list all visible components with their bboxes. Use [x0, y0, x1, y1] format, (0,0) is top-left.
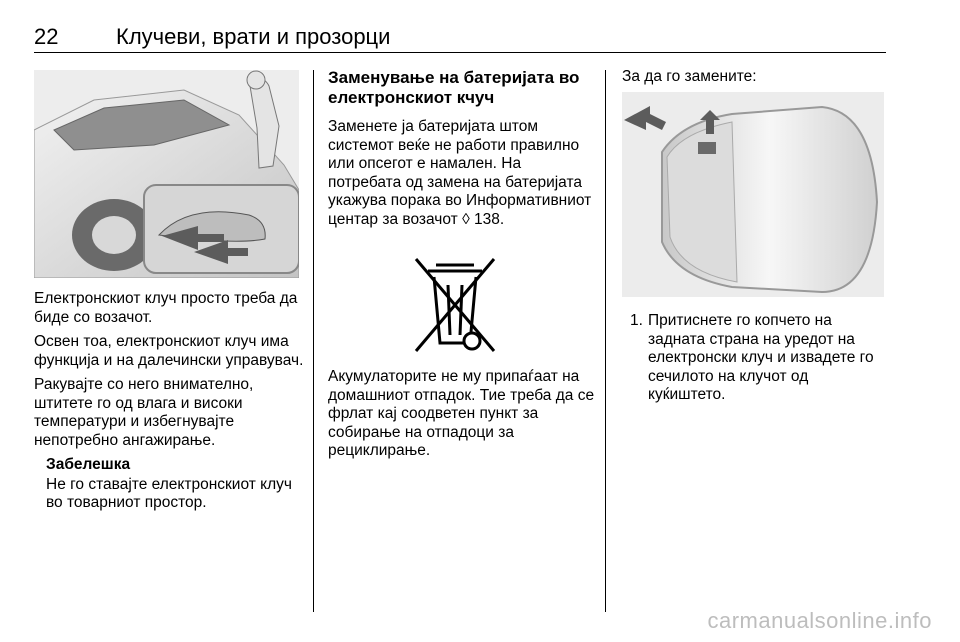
- page-number: 22: [34, 24, 59, 49]
- page-reference: 138.: [474, 210, 505, 228]
- column-divider: [605, 70, 606, 612]
- page-reference-icon: ◊: [462, 210, 470, 228]
- paragraph-text: Заменете ја батеријата штом системот веќе не работи правилно или опсегот е намален. На потребата од замена на батеријата укажува порака во Информативниот центар за возачот: [328, 118, 592, 228]
- column-2-lower: [328, 368, 596, 467]
- electronic-key-illustration: [622, 92, 884, 297]
- paragraph: Акумулаторите не му припаѓаат на домашниот отпадок. Тие треба да се фрлат кај соодветен пункт за собирање на отпадоци за рециклирање.: [328, 368, 595, 459]
- note-text: Не го ставајте електронскиот клуч во товарниот простор.: [46, 475, 292, 511]
- note-title: Забелешка: [46, 456, 131, 473]
- paragraph: Ракувајте со него внимателно, штитете го од влага и високи температури и избегнувајте непотребно ангажирање.: [34, 376, 254, 449]
- car-door-handle-illustration: [34, 70, 299, 278]
- column-2: [328, 68, 596, 235]
- column-divider: [313, 70, 314, 612]
- paragraph: Освен тоа, електронскиот клуч има функција и на далечински управувач.: [34, 333, 304, 369]
- watermark: carmanualsonline.info: [707, 608, 932, 633]
- paragraph: Електронскиот клуч просто треба да биде со возачот.: [34, 290, 298, 326]
- page-header: [34, 18, 886, 53]
- paragraph: [328, 118, 596, 229]
- list-item-number: 1.: [630, 312, 643, 329]
- column-3: [622, 68, 882, 93]
- list-item-text: Притиснете го копчето на задната страна на уредот на електронски клуч и извадете го сечилото на клучот од куќиштето.: [648, 312, 874, 403]
- page-title: Клучеви, врати и прозорци: [116, 24, 391, 49]
- section-heading: Заменување на батеријата во електронскиот кчуч: [328, 68, 580, 107]
- column-1: [34, 290, 304, 513]
- crossed-bin-icon: [410, 255, 500, 355]
- paragraph: За да го замените:: [622, 68, 757, 85]
